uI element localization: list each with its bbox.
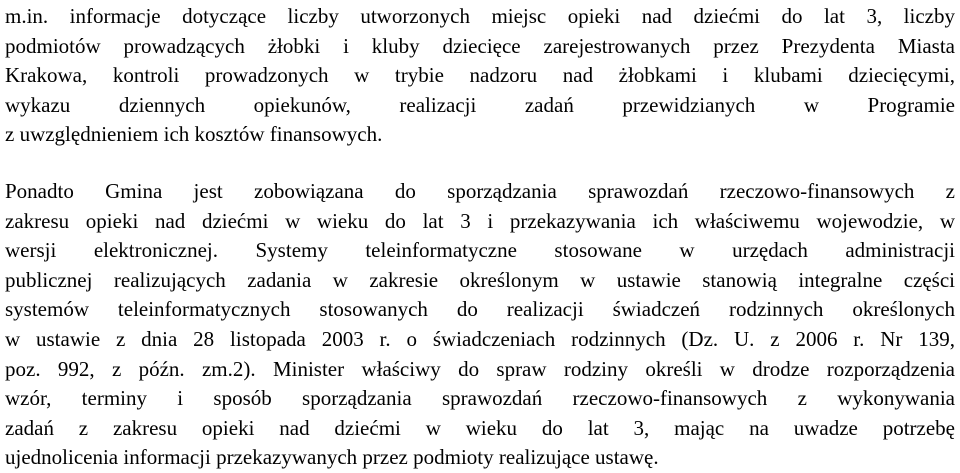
paragraph-spacer bbox=[5, 150, 955, 177]
document-body bbox=[5, 2, 955, 473]
text-line: zadań z zakresu opieki nad dziećmi w wieku do lat 3, mając na uwadze potrzebę bbox=[5, 415, 955, 440]
text-line: Ponadto Gmina jest zobowiązana do sporządzania sprawozdań rzeczowo-finansowych z bbox=[5, 178, 955, 203]
text-line: z uwzględnieniem ich kosztów finansowych. bbox=[5, 122, 383, 147]
paragraph-2 bbox=[5, 177, 955, 473]
text-line: m.in. informacje dotyczące liczby utworzonych miejsc opieki nad dziećmi do lat 3, liczby bbox=[5, 4, 955, 28]
text-line: wykazu dziennych opiekunów, realizacji zadań przewidzianych w Programie bbox=[5, 92, 955, 117]
text-line: Krakowa, kontroli prowadzonych w trybie nadzoru nad żłobkami i klubami dziecięcymi, bbox=[5, 63, 955, 88]
text-line: ujednolicenia informacji przekazywanych przez podmioty realizujące ustawę. bbox=[5, 445, 659, 470]
text-line: publicznej realizujących zadania w zakresie określonym w ustawie stanowią integralne części bbox=[5, 267, 955, 292]
text-line: wzór, terminy i sposób sporządzania sprawozdań rzeczowo-finansowych z wykonywania bbox=[5, 386, 955, 411]
text-line: podmiotów prowadzących żłobki i kluby dziecięce zarejestrowanych przez Prezydenta Miasta bbox=[5, 33, 955, 58]
text-line: systemów teleinformatycznych stosowanych do realizacji świadczeń rodzinnych określonych bbox=[5, 297, 955, 322]
text-line: wersji elektronicznej. Systemy teleinformatyczne stosowane w urzędach administracji bbox=[5, 238, 955, 263]
paragraph-1 bbox=[5, 2, 955, 150]
text-line: w ustawie z dnia 28 listopada 2003 r. o świadczeniach rodzinnych (Dz. U. z 2006 r. Nr 139, bbox=[5, 326, 955, 351]
text-line: zakresu opieki nad dziećmi w wieku do lat 3 i przekazywania ich właściwemu wojewodzie, w bbox=[5, 208, 955, 233]
text-line: poz. 992, z późn. zm.2). Minister właściwy do spraw rodziny określi w drodze rozporządzenia bbox=[5, 356, 955, 381]
